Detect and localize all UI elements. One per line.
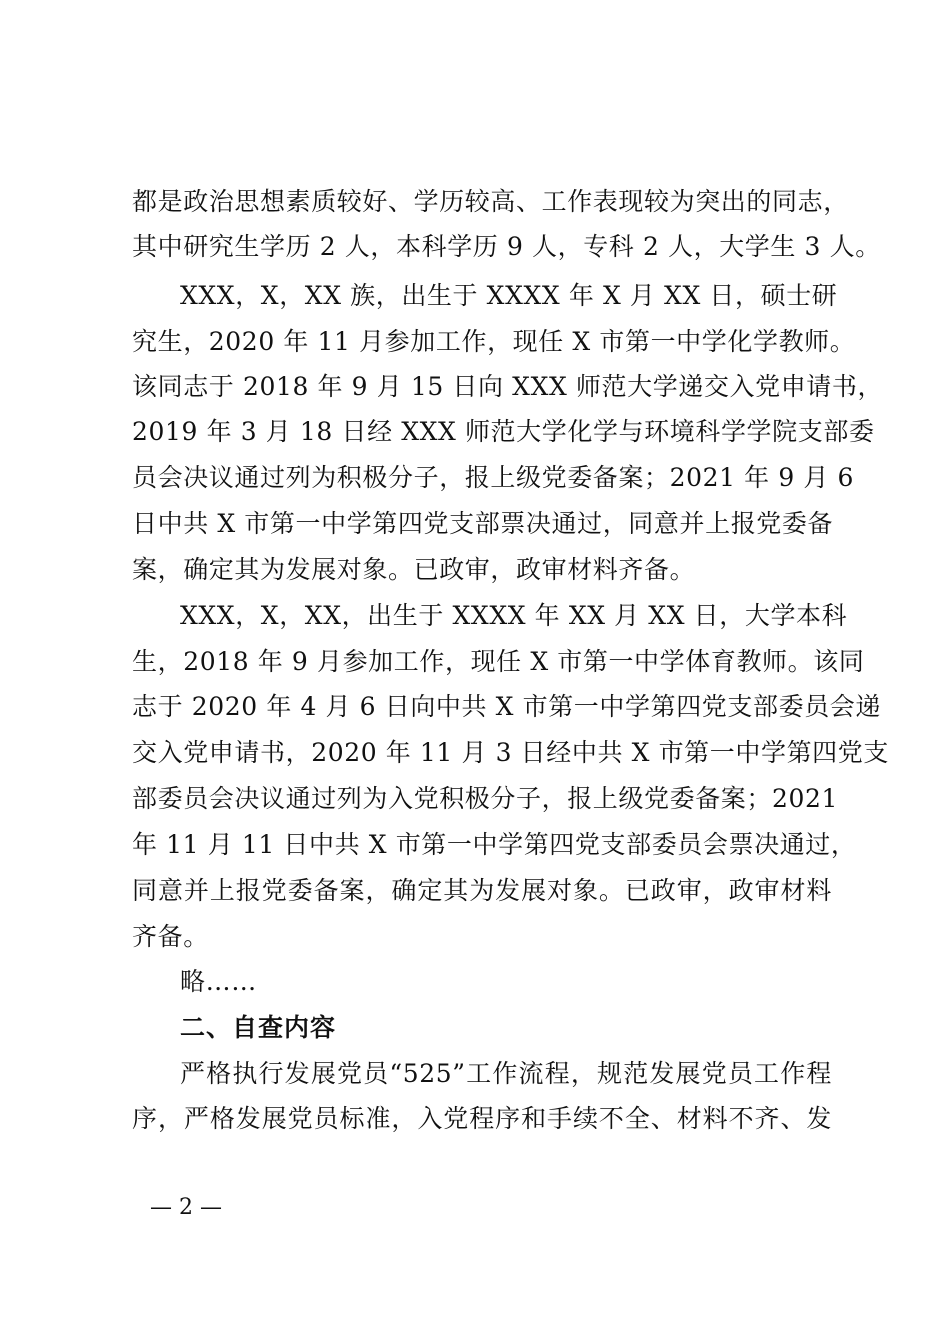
body-text-line: 员会决议通过列为积极分子，报上级党委备案；2021 年 9 月 6 <box>132 463 855 492</box>
body-text-line: 志于 2020 年 4 月 6 日向中共 X 市第一中学第四党支部委员会递 <box>132 692 882 721</box>
body-text-line: 都是政治思想素质较好、学历较高、工作表现较为突出的同志， <box>132 187 849 216</box>
body-text-line: 同意并上报党委备案，确定其为发展对象。已政审，政审材料 <box>132 876 832 905</box>
body-text-line: 年 11 月 11 日中共 X 市第一中学第四党支部委员会票决通过， <box>132 830 857 859</box>
paragraph-first-line: XXX，X，XX，出生于 XXXX 年 XX 月 XX 日，大学本科 <box>180 601 848 630</box>
section-heading: 二、自查内容 <box>180 1013 337 1042</box>
page-number: — 2 — <box>150 1195 222 1220</box>
body-text-line: 生，2018 年 9 月参加工作，现任 X 市第一中学体育教师。该同 <box>132 647 865 676</box>
body-text-line: 部委员会决议通过列为入党积极分子，报上级党委备案；2021 <box>132 784 839 813</box>
body-text-line: 齐备。 <box>132 922 209 951</box>
body-text-line: 2019 年 3 月 18 日经 XXX 师范大学化学与环境科学学院支部委 <box>132 417 875 446</box>
body-text-line: 案，确定其为发展对象。已政审，政审材料齐备。 <box>132 555 696 584</box>
omitted-text-marker: 略…… <box>180 967 257 996</box>
body-text-line: 该同志于 2018 年 9 月 15 日向 XXX 师范大学递交入党申请书， <box>132 372 884 401</box>
body-text-line: 其中研究生学历 2 人，本科学历 9 人，专科 2 人，大学生 3 人。 <box>132 232 881 261</box>
body-text-line: 序，严格发展党员标准，入党程序和手续不全、材料不齐、发 <box>132 1104 832 1133</box>
paragraph-first-line: 严格执行发展党员“525”工作流程，规范发展党员工作程 <box>180 1059 832 1088</box>
body-text-line: 交入党申请书，2020 年 11 月 3 日经中共 X 市第一中学第四党支 <box>132 738 889 767</box>
body-text-line: 究生，2020 年 11 月参加工作，现任 X 市第一中学化学教师。 <box>132 327 856 356</box>
body-text-line: 日中共 X 市第一中学第四党支部票决通过，同意并上报党委备 <box>132 509 834 538</box>
paragraph-first-line: XXX，X，XX 族，出生于 XXXX 年 X 月 XX 日，硕士研 <box>180 281 838 310</box>
